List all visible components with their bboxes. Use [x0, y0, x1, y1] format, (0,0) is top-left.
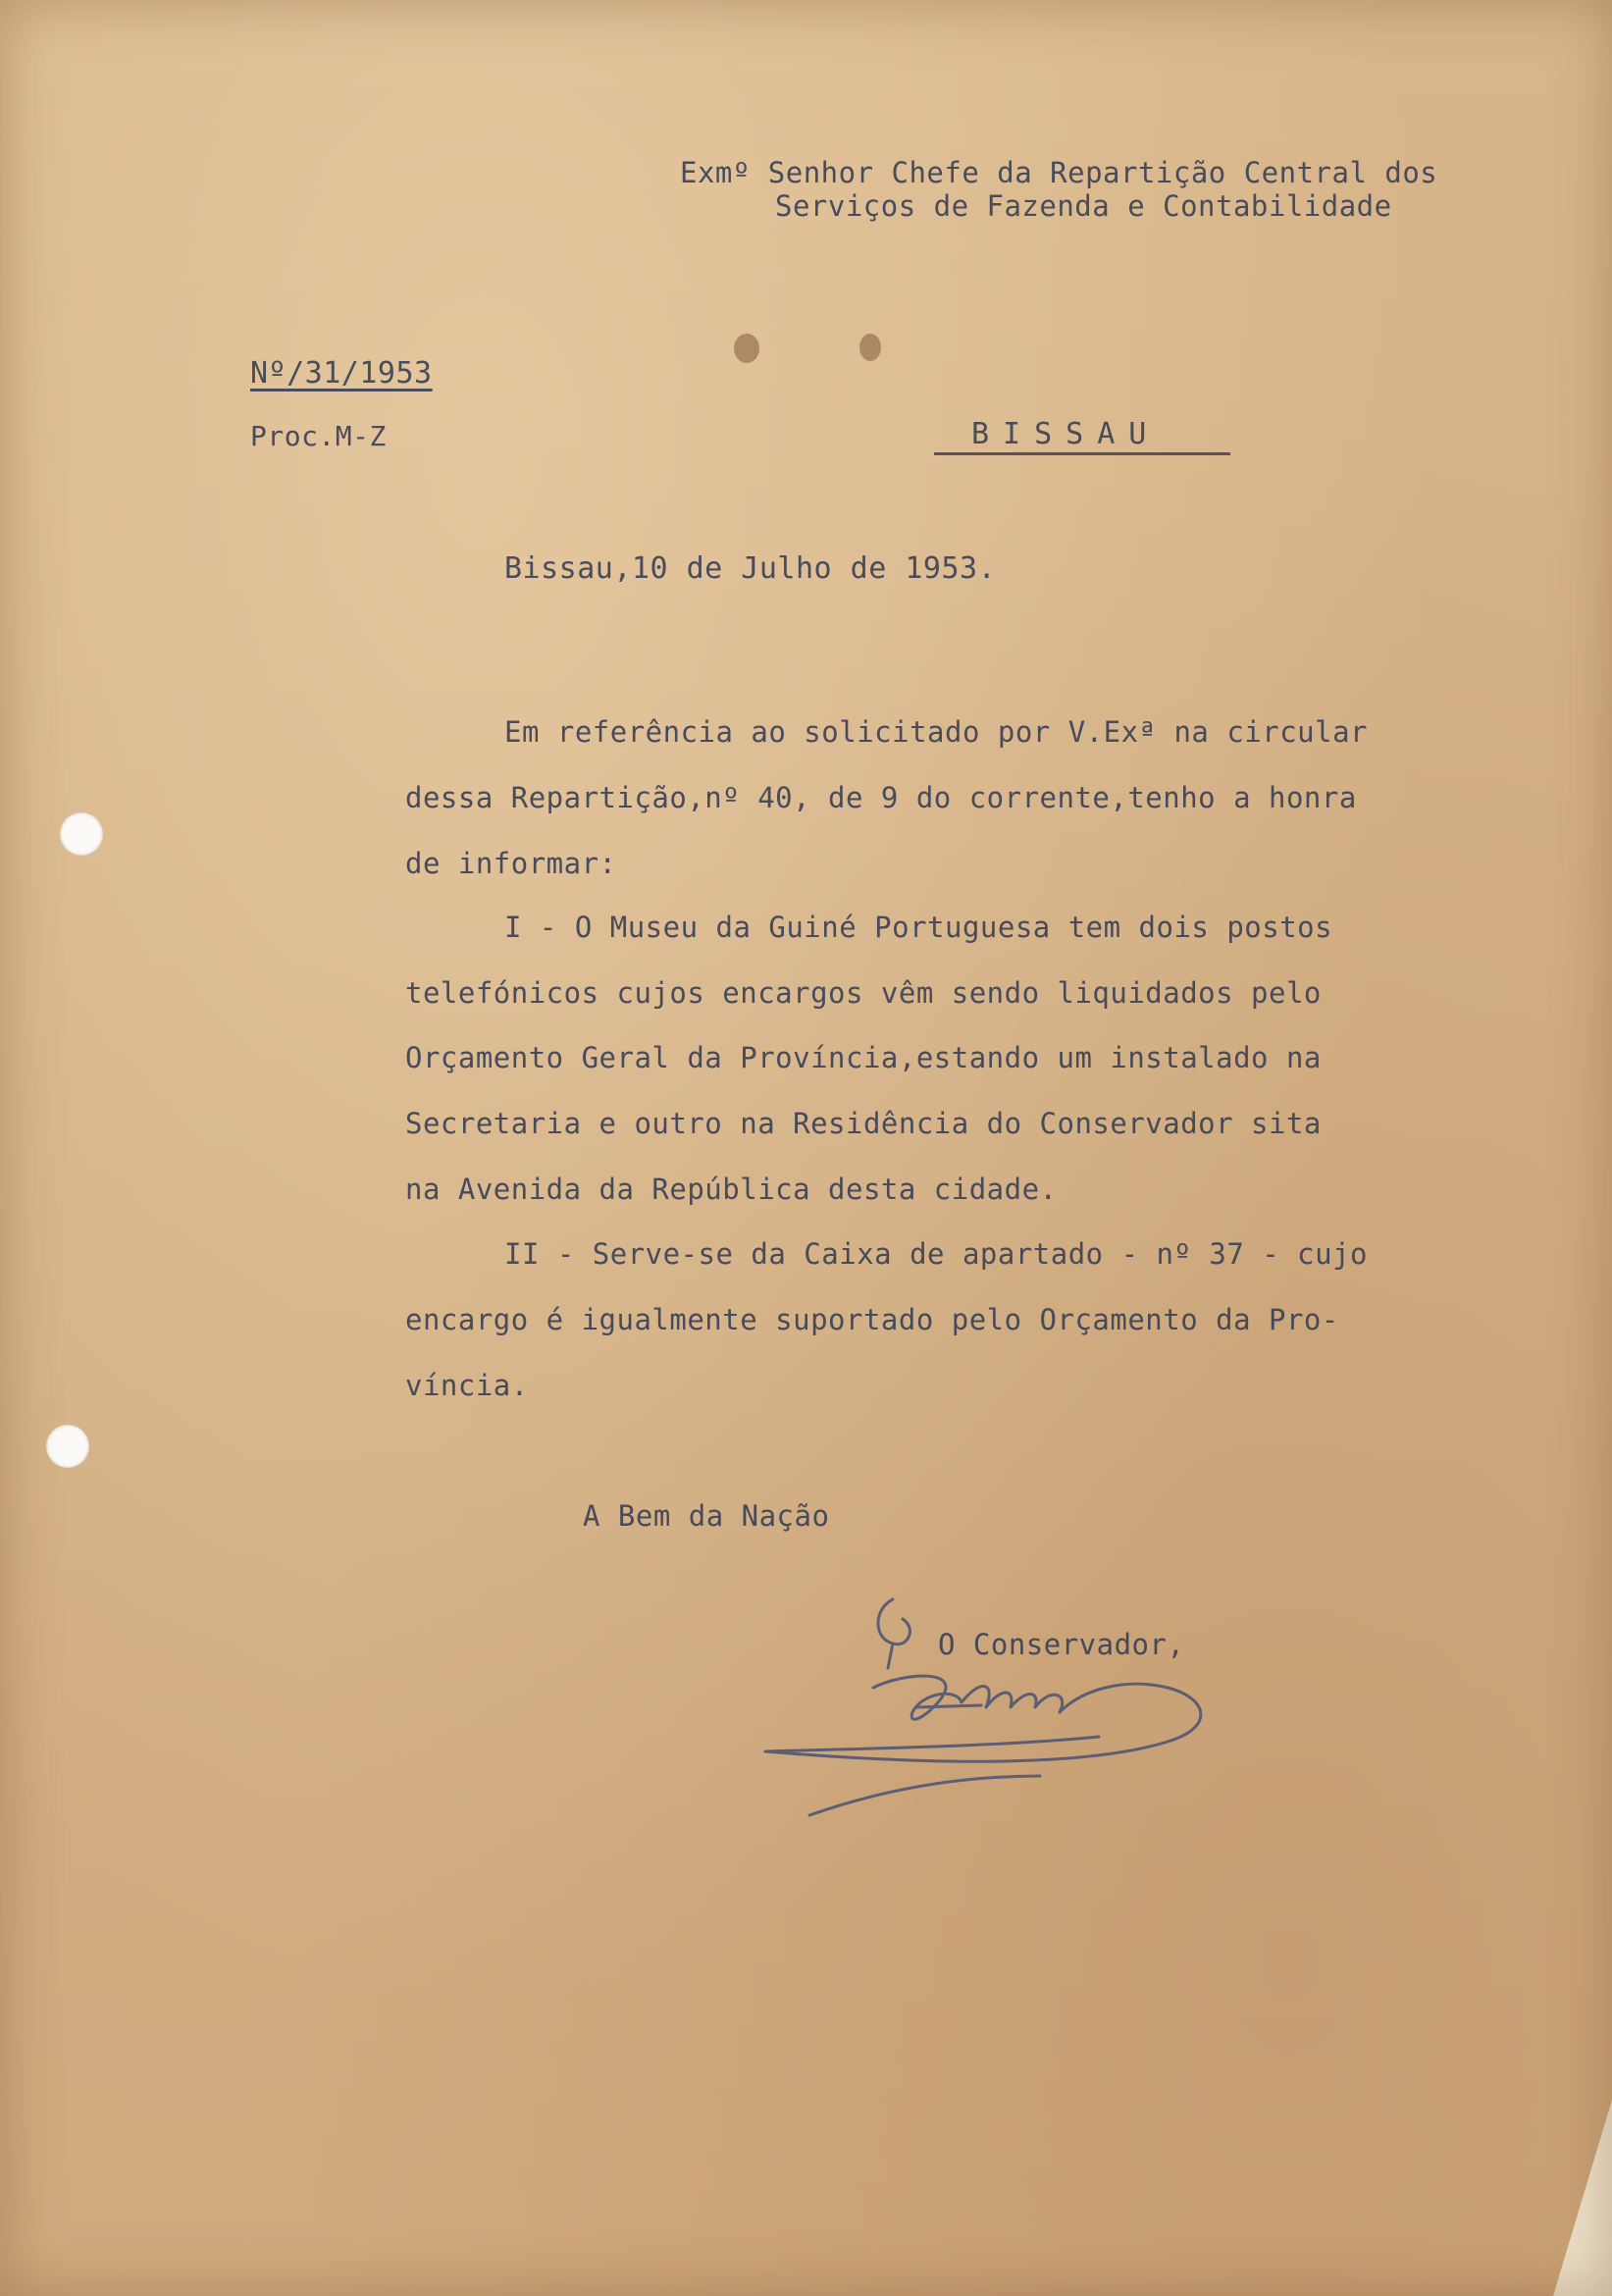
body-line: encargo é igualmente suportado pelo Orçamento da Pro- [405, 1303, 1339, 1336]
body-line: II - Serve-se da Caixa de apartado - nº 37 - cujo [504, 1237, 1369, 1271]
process-code: Proc.M-Z [250, 420, 387, 452]
body-line: I - O Museu da Guiné Portuguesa tem dois postos [504, 911, 1333, 944]
torn-corner [1553, 2100, 1612, 2296]
body-line: Secretaria e outro na Residência do Conservador sita [405, 1107, 1322, 1140]
body-line: Orçamento Geral da Província,estando um instalado na [405, 1041, 1322, 1074]
destination-underline [934, 452, 1230, 455]
body-line: de informar: [405, 847, 617, 880]
date-line: Bissau,10 de Julho de 1953. [504, 551, 997, 586]
body-line: telefónicos cujos encargos vêm sendo liquidados pelo [405, 976, 1322, 1010]
addressee-line-2: Serviços de Fazenda e Contabilidade [775, 189, 1392, 223]
destination-heading: BISSAU [971, 417, 1161, 451]
punch-hole [60, 812, 103, 856]
addressee-line-1: Exmº Senhor Chefe da Repartição Central dos [680, 156, 1438, 189]
ink-stain [859, 334, 881, 361]
punch-hole [46, 1425, 89, 1468]
signoff-title: O Conservador, [938, 1628, 1185, 1661]
body-line: víncia. [405, 1369, 529, 1402]
body-line: na Avenida da República desta cidade. [405, 1173, 1058, 1206]
ink-stain [734, 334, 759, 363]
body-line: dessa Repartição,nº 40, de 9 do corrente,tenho a honra [405, 781, 1357, 814]
closing-phrase: A Bem da Nação [583, 1499, 830, 1533]
signature-icon [746, 1580, 1315, 1835]
reference-number: Nº/31/1953 [250, 356, 433, 391]
body-line: Em referência ao solicitado por V.Exª na circular [504, 715, 1369, 749]
